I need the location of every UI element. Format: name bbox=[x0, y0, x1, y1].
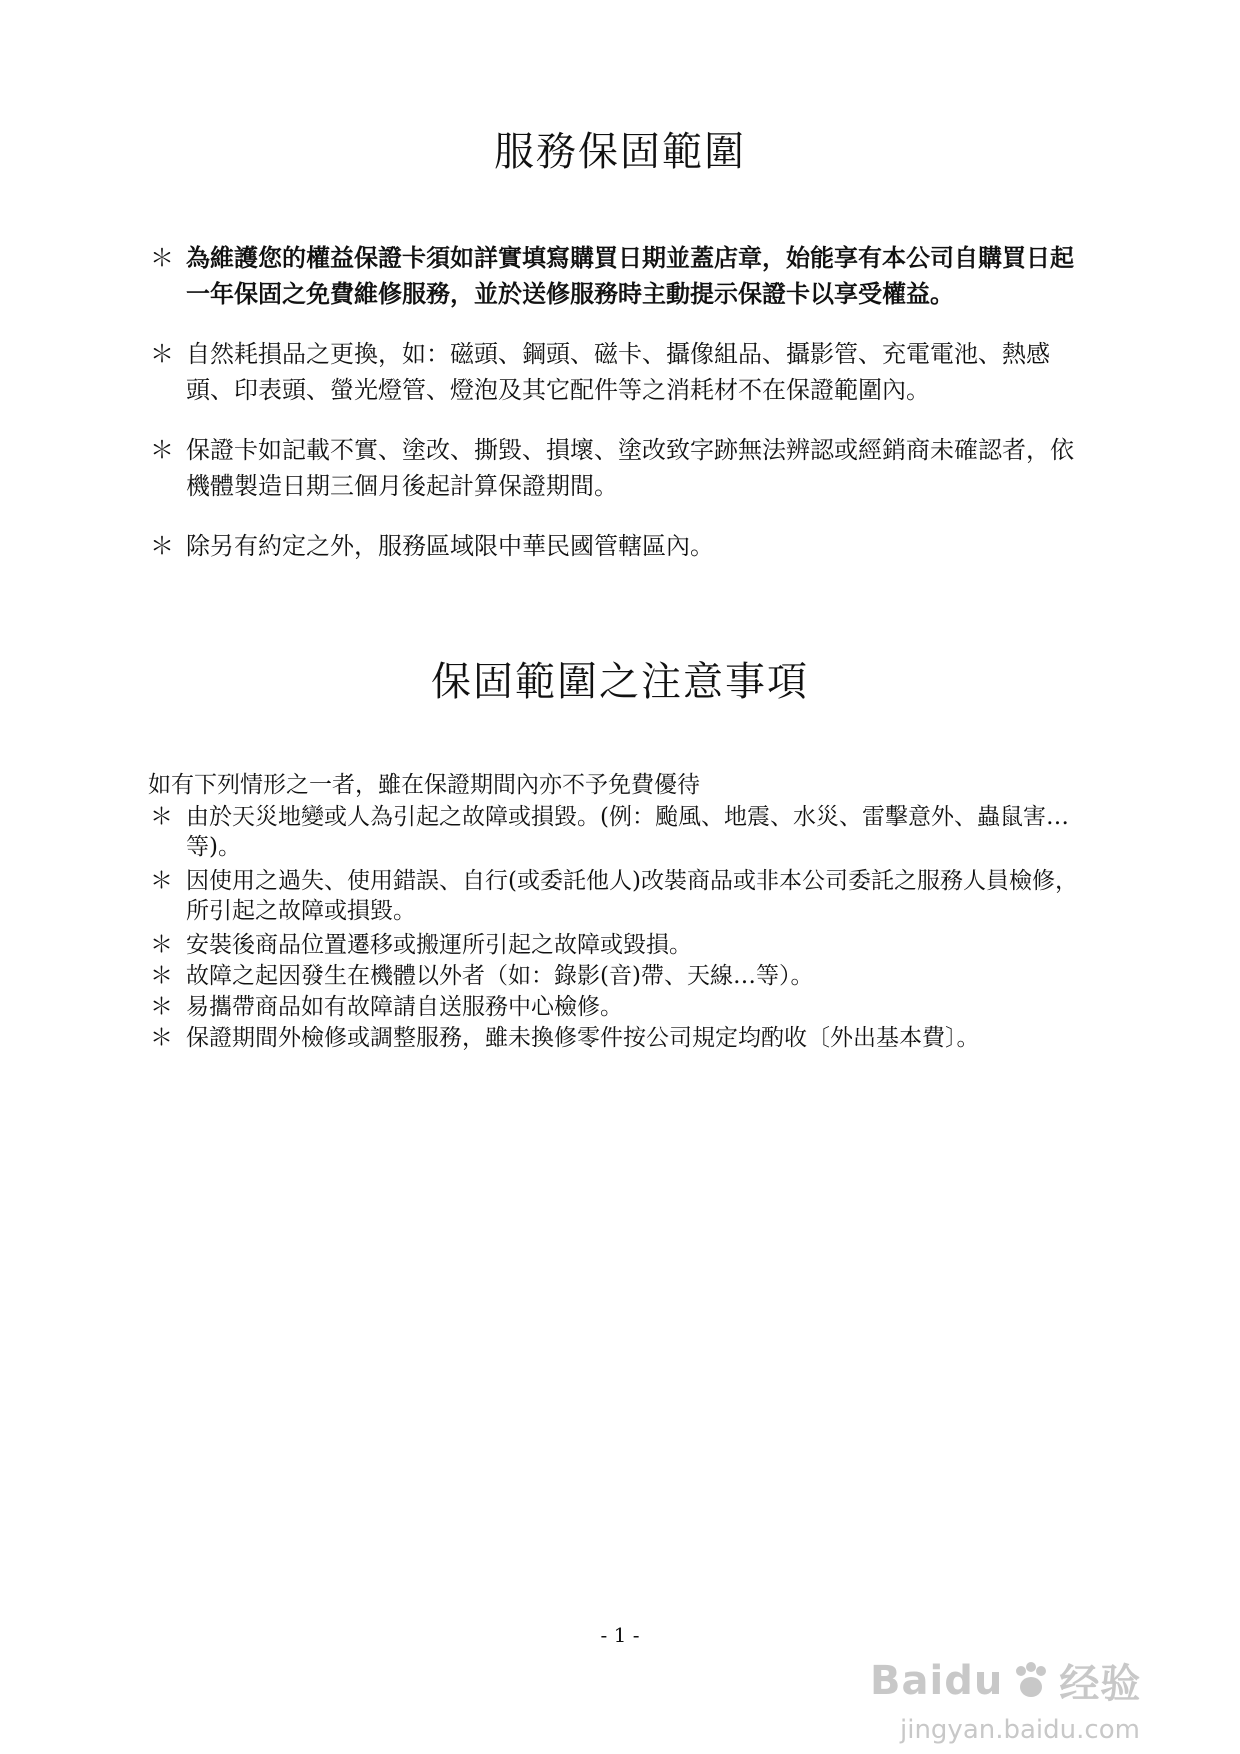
bullet-text: 故障之起因發生在機體以外者（如：錄影(音)帶、天線…等）。 bbox=[186, 963, 814, 989]
list-item bbox=[150, 336, 1090, 408]
section1-title: 服務保固範圍 bbox=[494, 129, 746, 175]
bullet-text: 因使用之過失、使用錯誤、自行(或委託他人)改裝商品或非本公司委託之服務人員檢修，所引起之故障或損毀。 bbox=[186, 868, 1078, 924]
section2-intro: 如有下列情形之一者，雖在保證期間內亦不予免費優待 bbox=[148, 772, 700, 798]
bullet-text: 易攜帶商品如有故障請自送服務中心檢修。 bbox=[186, 994, 623, 1020]
list-item bbox=[150, 992, 1090, 1022]
watermark-brand-suffix: 经验 bbox=[1059, 1661, 1142, 1707]
bullet-text: 安裝後商品位置遷移或搬運所引起之故障或毀損。 bbox=[186, 932, 692, 958]
list-item bbox=[150, 866, 1090, 926]
bullet-star: ＊ bbox=[150, 932, 173, 958]
page-number: - 1 - bbox=[600, 1623, 640, 1647]
bullet-text: 保證卡如記載不實、塗改、撕毀、損壞、塗改致字跡無法辨認或經銷商未確認者，依機體製造日期三個月後起計算保證期間。 bbox=[186, 436, 1074, 500]
bullet-text: 保證期間外檢修或調整服務，雖未換修零件按公司規定均酌收〔外出基本費〕。 bbox=[186, 1025, 980, 1051]
watermark-brand: Baidu bbox=[870, 1657, 1004, 1704]
list-item bbox=[150, 930, 1090, 960]
list-item bbox=[150, 961, 1090, 991]
list-item bbox=[150, 528, 1090, 564]
list-item bbox=[150, 1023, 1090, 1053]
bullet-star: ＊ bbox=[150, 532, 174, 560]
bullet-star: ＊ bbox=[150, 1025, 173, 1051]
bullet-text: 由於天災地變或人為引起之故障或損毀。(例：颱風、地震、水災、雷擊意外、蟲鼠害…等)。 bbox=[186, 804, 1069, 860]
bullet-text: 自然耗損品之更換，如：磁頭、鋼頭、磁卡、攝像組品、攝影管、充電電池、熱感頭、印表頭、螢光燈管、燈泡及其它配件等之消耗材不在保證範圍內。 bbox=[186, 340, 1050, 404]
list-item bbox=[150, 802, 1090, 862]
bullet-star: ＊ bbox=[150, 994, 173, 1020]
section2-title: 保固範圍之注意事項 bbox=[431, 659, 809, 705]
list-item bbox=[150, 240, 1090, 312]
bullet-text: 為維護您的權益保證卡須如詳實填寫購買日期並蓋店章，始能享有本公司自購買日起一年保固之免費維修服務，並於送修服務時主動提示保證卡以享受權益。 bbox=[186, 243, 1074, 308]
bullet-text: 除另有約定之外，服務區域限中華民國管轄區內。 bbox=[186, 532, 714, 560]
watermark-logo bbox=[870, 1652, 1200, 1709]
bullet-star: ＊ bbox=[150, 340, 174, 368]
bullet-star: ＊ bbox=[150, 244, 174, 272]
watermark bbox=[870, 1652, 1200, 1747]
list-item bbox=[150, 432, 1090, 504]
bullet-star: ＊ bbox=[150, 436, 174, 464]
bullet-star: ＊ bbox=[150, 963, 173, 989]
bullet-star: ＊ bbox=[150, 804, 173, 830]
watermark-url: jingyan.baidu.com bbox=[900, 1715, 1140, 1745]
paw-icon bbox=[1009, 1659, 1053, 1703]
bullet-star: ＊ bbox=[150, 868, 173, 894]
